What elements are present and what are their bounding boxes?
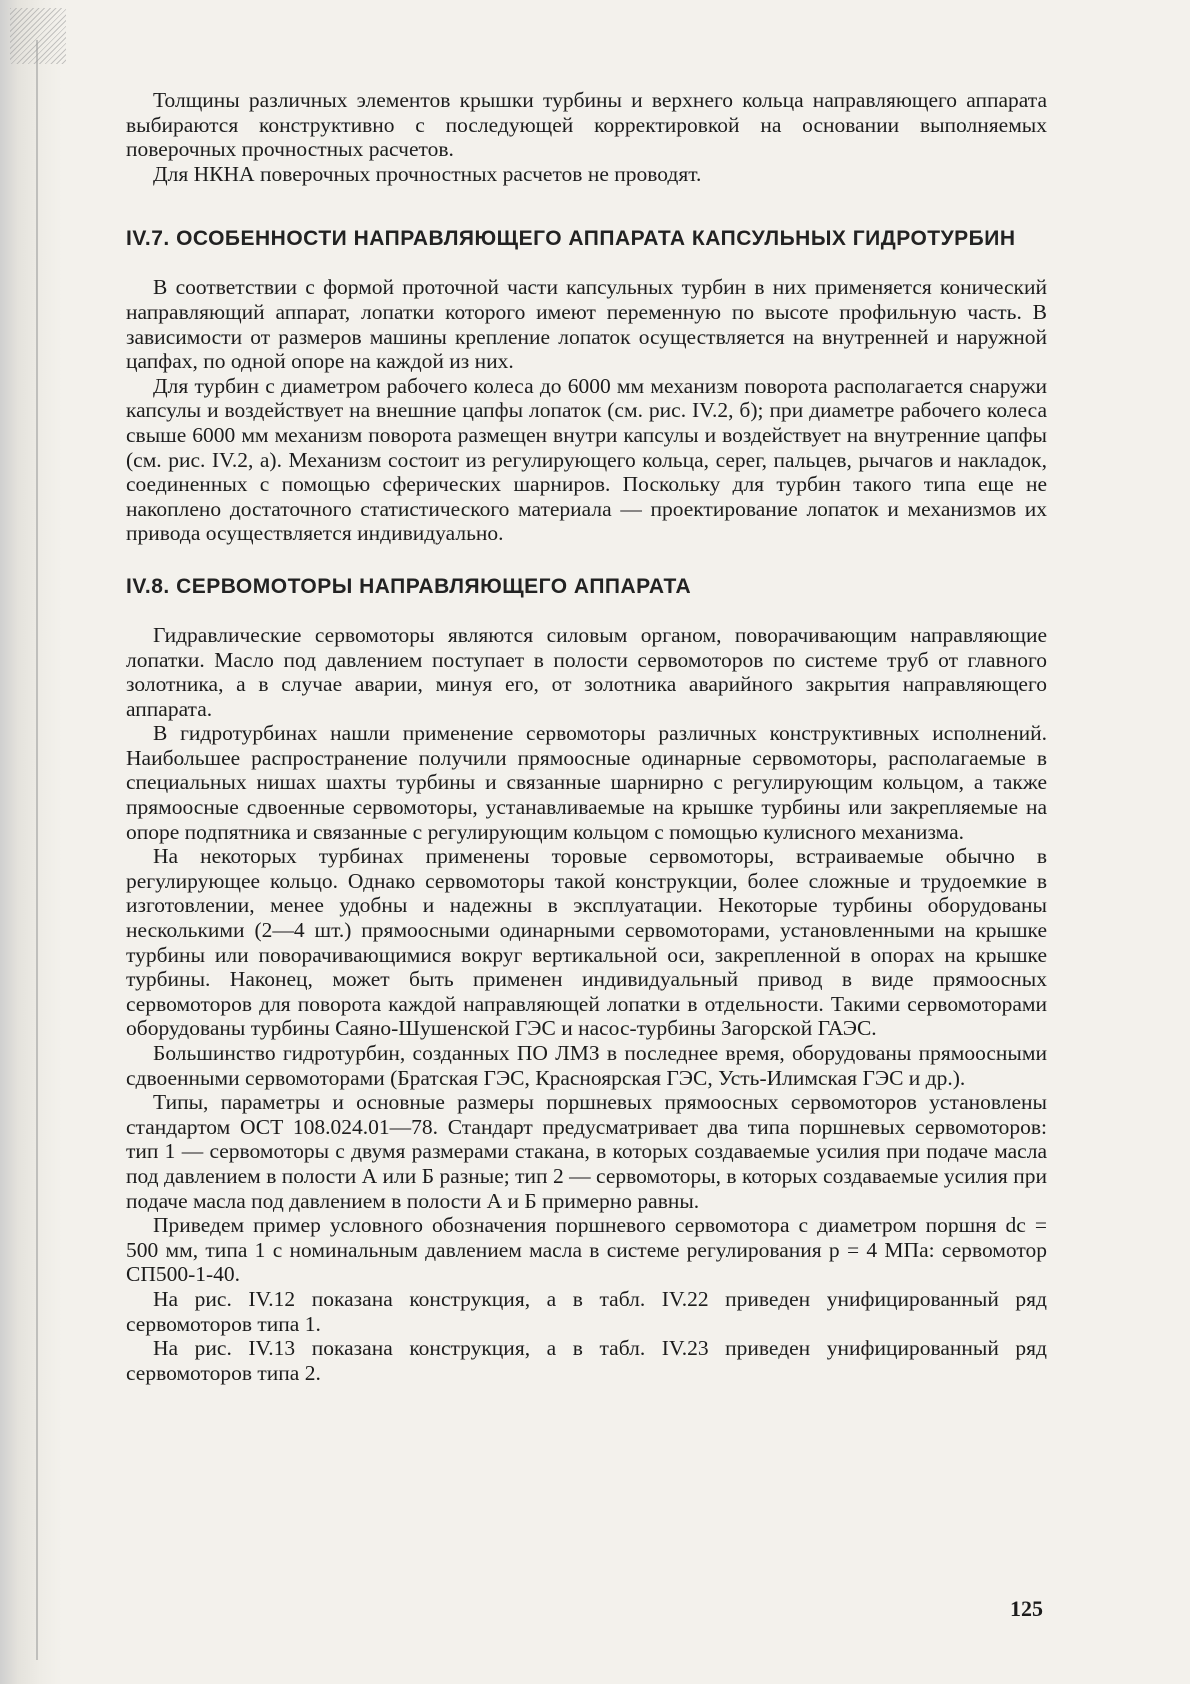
paragraph-iv7-2: Для турбин с диаметром рабочего колеса до 6000 мм механизм поворота располагается снаружи капсулы и воздействует на внешние цапфы лопаток (см. рис. IV.2, б); при диаметре рабочего колеса свыше 6000 мм механизм поворота размещен внутри капсулы и воздействует на внутренние цапфы (см. рис. IV.2, а). Механизм состоит из регулирующего кольца, серег, пальцев, рычагов и накладок, соединенных с помощью сферических шарниров. Поскольку для турбин такого типа еще не накоплено достаточного статистического материала — проектирование лопаток и механизмов их привода осуществляется индивидуально. xyxy=(126,373,1047,546)
paragraph-iv8-6: Приведем пример условного обозначения поршневого сервомотора с диаметром поршня dс = 500 мм, типа 1 с номинальным давлением масла в системе регулирования p = 4 МПа: сервомотор СП500-1-40. xyxy=(126,1213,1047,1287)
paragraph-top-1: Толщины различных элементов крышки турбины и верхнего кольца направляющего аппарата выбираются конструктивно с последующей корректировкой на основании выполняемых поверочных прочностных расчетов. xyxy=(126,88,1047,162)
paragraph-iv8-7: На рис. IV.12 показана конструкция, а в табл. IV.22 приведен унифицированный ряд сервомоторов типа 1. xyxy=(126,1286,1047,1336)
paragraph-iv8-3: На некоторых турбинах применены торовые сервомоторы, встраиваемые обычно в регулирующее кольцо. Однако сервомоторы такой конструкции, более сложные и трудоемкие в изготовлении, менее удобны и надежны в эксплуатации. Некоторые турбины оборудованы несколькими (2—4 шт.) прямоосными одинарными сервомоторами, установленными на крышке турбины или поворачивающимися вокруг вертикальной оси, закрепленной в опорах на крышке турбины. Наконец, может быть применен индивидуальный привод в виде прямоосных сервомоторов для поворота каждой направляющей лопатки в отдельности. Такими сервомоторами оборудованы турбины Саяно-Шушенской ГЭС и насос-турбины Загорской ГАЭС. xyxy=(126,844,1047,1041)
scan-corner-noise xyxy=(10,8,66,64)
paragraph-iv8-8: На рис. IV.13 показана конструкция, а в табл. IV.23 приведен унифицированный ряд сервомоторов типа 2. xyxy=(126,1336,1047,1385)
page-body xyxy=(126,88,1047,1385)
section-heading-iv7: IV.7. ОСОБЕННОСТИ НАПРАВЛЯЮЩЕГО АППАРАТА КАПСУЛЬНЫХ ГИДРОТУРБИН xyxy=(126,227,1016,251)
scan-left-edge xyxy=(0,0,62,1684)
paragraph-top-2: Для НКНА поверочных прочностных расчетов не проводят. xyxy=(153,161,702,186)
paragraph-iv8-1: Гидравлические сервомоторы являются силовым органом, поворачивающим направляющие лопатки. Масло под давлением поступает в полости сервомоторов по системе труб от главного золотника, а в случае аварии, минуя его, от золотника аварийного закрытия направляющего аппарата. xyxy=(126,622,1047,721)
scan-binding-line xyxy=(36,40,38,1660)
paragraph-iv8-4: Большинство гидротурбин, созданных ПО ЛМЗ в последнее время, оборудованы прямоосными сдвоенными сервомоторами (Братская ГЭС, Красноярская ГЭС, Усть-Илимская ГЭС и др.). xyxy=(126,1041,1047,1090)
paragraph-iv7-1: В соответствии с формой проточной части капсульных турбин в них применяется конический направляющий аппарат, лопатки которого имеют переменную по высоте профильную часть. В зависимости от размеров машины крепление лопаток осуществляется на внутренней и наружной цапфах, по одной опоре на каждой из них. xyxy=(126,275,1047,374)
page-number: 125 xyxy=(1010,1596,1043,1621)
section-heading-iv8: IV.8. СЕРВОМОТОРЫ НАПРАВЛЯЮЩЕГО АППАРАТА xyxy=(126,574,692,598)
paragraph-iv8-2: В гидротурбинах нашли применение сервомоторы различных конструктивных исполнений. Наибольшее распространение получили прямоосные одинарные сервомоторы, располагаемые в специальных нишах шахты турбины и связанные шарнирно с регулирующим кольцом, а также прямоосные сдвоенные сервомоторы, устанавливаемые на крышке турбины или закрепляемые на опоре подпятника и связанные с регулирующим кольцом с помощью кулисного механизма. xyxy=(126,721,1047,844)
paragraph-iv8-5: Типы, параметры и основные размеры поршневых прямоосных сервомоторов установлены стандартом ОСТ 108.024.01—78. Стандарт предусматривает два типа поршневых сервомоторов: тип 1 — сервомоторы с двумя размерами стакана, в которых создаваемые усилия при подаче масла под давлением в полости А или Б разные; тип 2 — сервомоторы, в которых создаваемые усилия при подаче масла под давлением в полости А и Б примерно равны. xyxy=(126,1090,1047,1213)
